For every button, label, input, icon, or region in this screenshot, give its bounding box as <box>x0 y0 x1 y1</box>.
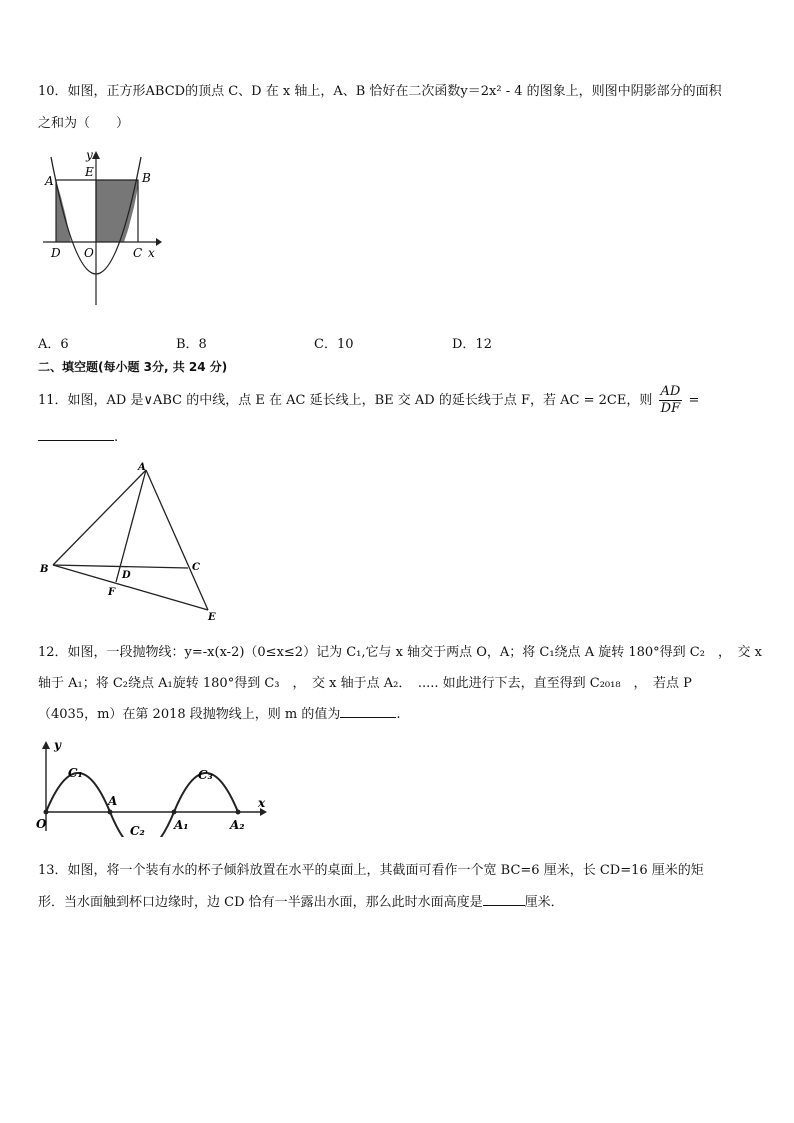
q12-point-A <box>108 810 113 815</box>
q12-point-A1 <box>172 810 177 815</box>
q11-label-D: D <box>122 570 131 581</box>
q10-option-d: D．12 <box>452 337 492 352</box>
q11-end: . <box>114 430 119 445</box>
q12-label-A: A <box>108 794 118 808</box>
q11-side-AE <box>146 470 208 610</box>
q11-label-F: F <box>108 587 116 598</box>
q12-point-A2 <box>236 810 241 815</box>
q10-label-x: x <box>148 246 155 260</box>
q11-label-A: A <box>138 462 146 473</box>
q10-text-line2: 之和为（ ） <box>38 116 130 131</box>
q10-text-line1: 10．如图，正方形ABCD的顶点 C、D 在 x 轴上，A、B 恰好在二次函数y＝2x² - 4 的图象上，则图中阴影部分的面积 <box>38 84 722 99</box>
q12-label-C3: C₃ <box>198 768 213 782</box>
q12-text: （4035，m）在第 2018 段抛物线上，则 m 的值为 <box>38 707 341 722</box>
q12-text-line1: 12．如图，一段抛物线：y=-x(x-2)（0≤x≤2）记为 C₁,它与 x 轴交于两点 O，A；将 C₁绕点 A 旋转 180°得到 C₂ ， 交 x <box>38 645 762 660</box>
q12-end: . <box>396 707 401 722</box>
q12-figure <box>36 737 270 837</box>
q11-text: 11．如图，AD 是∨ABC 的中线，点 E 在 AC 延长线上，BE 交 AD 的延长线于点 F，若 AC = 2CE，则 <box>38 393 653 408</box>
q12-label-C2: C₂ <box>130 824 145 837</box>
q11-answer-blank[interactable] <box>38 428 114 441</box>
q10-option-b: B．8 <box>176 337 207 352</box>
q13-text-line1: 13．如图，将一个装有水的杯子倾斜放置在水平的桌面上，其截面可看作一个宽 BC=6 厘米，长 CD=16 厘米的矩 <box>38 863 704 878</box>
q12-label-y: y <box>54 738 61 752</box>
q11-frac-num: AD <box>660 384 681 399</box>
q10-option-a: A．6 <box>38 337 69 352</box>
q11-fraction <box>659 384 683 417</box>
q12-label-A1: A₁ <box>174 818 189 832</box>
q12-label-x: x <box>258 796 266 810</box>
section-heading: 二、填空题(每小题 3分, 共 24 分) <box>38 360 228 374</box>
q12-text-line3 <box>38 705 401 725</box>
q11-label-E: E <box>208 612 216 623</box>
q13-text-line2 <box>38 893 564 913</box>
q10-label-E: E <box>85 165 94 179</box>
q10-y-arrow <box>92 151 100 159</box>
q12-point-O <box>44 810 49 815</box>
q10-label-C: C <box>133 246 143 260</box>
q10-label-y: y <box>86 148 93 162</box>
q11-line-AF <box>116 470 146 582</box>
q10-shade-right <box>96 180 138 242</box>
q11-label-C: C <box>192 562 200 573</box>
q11-text-line1 <box>38 384 699 417</box>
q13-answer-blank[interactable] <box>483 893 525 906</box>
q11-frac-den: DF <box>660 401 681 416</box>
q10-label-D: D <box>51 246 61 260</box>
q12-answer-blank[interactable] <box>340 705 396 718</box>
q10-label-O: O <box>84 246 94 260</box>
q10-option-c: C．10 <box>314 337 354 352</box>
q11-figure <box>36 458 226 626</box>
q10-figure <box>38 145 168 310</box>
q13-end: 厘米． <box>524 895 564 910</box>
q11-side-AB <box>53 470 146 565</box>
q10-label-B: B <box>142 171 151 185</box>
q12-label-C1: C₁ <box>68 766 83 780</box>
q12-y-arrow <box>42 741 50 749</box>
q12-label-A2: A₂ <box>230 818 245 832</box>
q11-equals: = <box>688 393 700 408</box>
q11-answer-line <box>38 428 118 448</box>
q12-label-O: O <box>36 817 47 831</box>
q10-x-arrow <box>156 238 162 246</box>
q10-label-A: A <box>45 174 54 188</box>
q13-text: 形．当水面触到杯口边缘时，边 CD 恰有一半露出水面，那么此时水面高度是 <box>38 895 483 910</box>
q12-text-line2: 轴于 A₁；将 C₂绕点 A₁旋转 180°得到 C₃ ， 交 x 轴于点 A₂． ..... 如此进行下去，直至得到 C₂₀₁₈ ， 若点 P <box>38 676 692 691</box>
q11-label-B: B <box>40 564 49 575</box>
